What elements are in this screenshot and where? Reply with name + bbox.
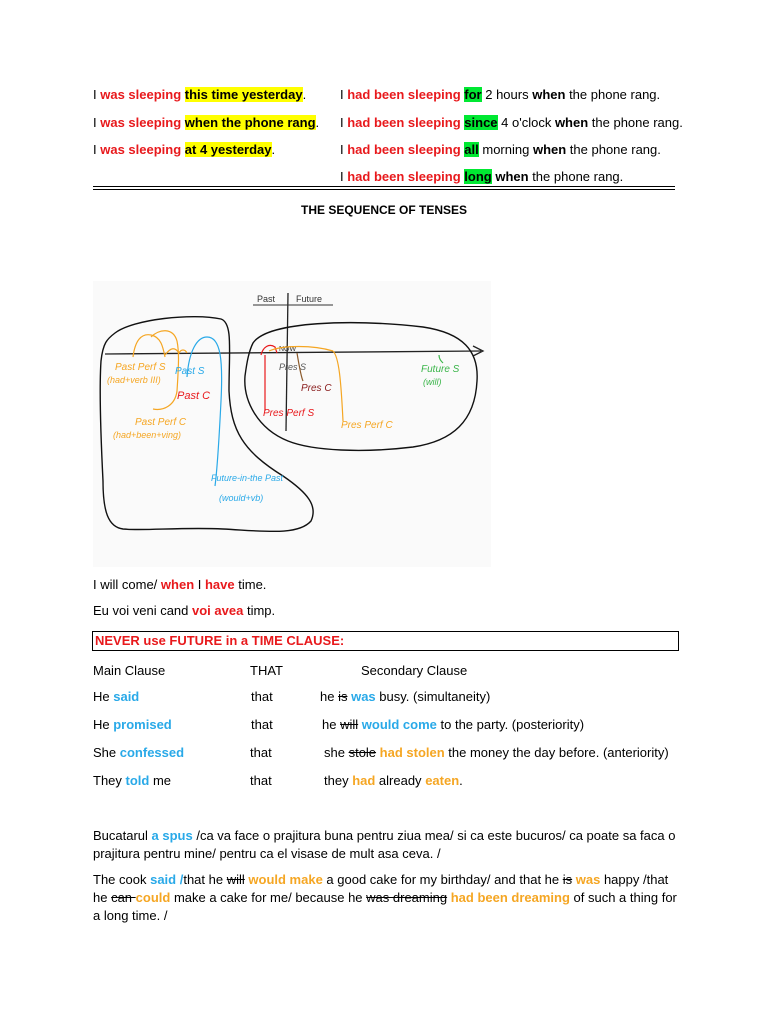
when-word: when (554, 115, 589, 130)
subject: I (93, 115, 101, 130)
verb-past-perfect-continuous: had been sleeping (347, 169, 461, 184)
secondary-clause-1 (320, 688, 490, 706)
past-perf-c-label: Past Perf C (135, 417, 187, 428)
text: . (459, 773, 463, 788)
period: . (315, 115, 320, 130)
text: /ca va face o prajitura buna pentru ziua mea/ si ca este bucuros/ ca poate sa faca o prajitura pentru mine/ pentru ca el visase de mult asa ceva. / (93, 828, 676, 861)
present-perfect-arc (261, 345, 277, 355)
old-tense: is (338, 689, 348, 704)
duration-marker: for (464, 87, 482, 102)
now-label: NOW (279, 346, 297, 353)
subject: she (324, 745, 349, 760)
time-marker: when the phone rang (184, 115, 316, 130)
text: the phone rang. (588, 115, 683, 130)
future-in-past-label: Future-in-the Past (211, 473, 284, 483)
period: . (271, 142, 276, 157)
past-perf-s-label: Past Perf S (115, 362, 166, 373)
pres-c-label: Pres C (301, 383, 332, 394)
had-been-label: (had+been+ving) (113, 430, 182, 440)
when-word: when (532, 142, 567, 157)
secondary-clause-3 (324, 744, 669, 762)
text: of such a thing for a long time. / (93, 890, 677, 923)
text: busy. (simultaneity) (375, 689, 491, 704)
subject: I (340, 142, 348, 157)
duration-marker: all (464, 142, 479, 157)
will-label: (will) (423, 377, 442, 387)
new-tense: was (351, 689, 376, 704)
old-tense: is (562, 872, 573, 887)
verb-past-perfect-continuous: had been sleeping (347, 87, 461, 102)
old-tense: stole (348, 745, 377, 760)
text: the phone rang. (565, 87, 661, 102)
new-tense: had been dreaming (450, 890, 570, 905)
english-paragraph (93, 871, 683, 925)
when-word: when (532, 87, 566, 102)
rule-box (92, 631, 679, 651)
secondary-clause-header: Secondary Clause (361, 663, 468, 678)
that-4: that (250, 773, 272, 788)
secondary-clause-2 (322, 716, 584, 734)
duration-marker: long (464, 169, 492, 184)
text: Eu voi veni cand (93, 603, 193, 618)
text: I will come/ (93, 577, 161, 592)
that-1: that (251, 689, 273, 704)
verb-have: have (204, 577, 235, 592)
subject: I (340, 169, 348, 184)
reporting-verb: said / (150, 872, 184, 887)
subject: They (93, 773, 126, 788)
new-tense: would come (361, 717, 437, 732)
subject: I (340, 115, 348, 130)
rule-text: NEVER use FUTURE in a TIME CLAUSE: (95, 633, 345, 648)
period: . (302, 87, 307, 102)
main-clause-2 (93, 716, 172, 734)
past-header: Past (257, 294, 276, 304)
text: the phone rang. (528, 169, 624, 184)
past-continuous-example-3 (93, 141, 275, 159)
section-divider-top (93, 186, 675, 187)
that-3: that (250, 745, 272, 760)
text: make a cake for me/ because he (170, 890, 367, 905)
past-continuous-example-1 (93, 86, 306, 104)
main-clause-header: Main Clause (93, 663, 166, 678)
text: morning (478, 142, 533, 157)
when-word: when (160, 577, 195, 592)
text: The cook (93, 872, 151, 887)
subject: He (93, 717, 114, 732)
main-clause-3 (93, 744, 184, 762)
past-continuous-example-2 (93, 114, 319, 132)
old-tense: will (340, 717, 359, 732)
reporting-verb: promised (113, 717, 172, 732)
reporting-verb: told (125, 773, 150, 788)
past-perfect-continuous-example-2 (340, 114, 683, 132)
main-clause-1 (93, 688, 139, 706)
participle: eaten (425, 773, 460, 788)
text: time. (234, 577, 267, 592)
new-tense: had stolen (379, 745, 445, 760)
verb-past-continuous: was sleeping (100, 87, 182, 102)
text: I (194, 577, 205, 592)
present-perfect-continuous-line (333, 351, 343, 421)
text: the phone rang. (566, 142, 661, 157)
text: 2 hours (481, 87, 533, 102)
subject: I (340, 87, 348, 102)
new-tense: was (575, 872, 601, 887)
subject: I (93, 142, 101, 157)
main-clause-4 (93, 772, 171, 790)
duration-marker: since (464, 115, 498, 130)
text: 4 o'clock (497, 115, 555, 130)
text: the money the day before. (anteriority) (444, 745, 669, 760)
subject: I (93, 87, 101, 102)
when-word: when (495, 169, 529, 184)
text: to the party. (posteriority) (436, 717, 585, 732)
subject: they (324, 773, 353, 788)
subject: He (93, 689, 114, 704)
subject: he (322, 717, 341, 732)
subject: he (320, 689, 339, 704)
pres-perf-s-label: Pres Perf S (263, 408, 315, 419)
verb-past-continuous: was sleeping (100, 115, 182, 130)
past-s-label: Past S (175, 366, 205, 377)
text: Bucatarul (93, 828, 152, 843)
past-perfect-continuous-example-1 (340, 86, 660, 104)
verb-past-continuous: was sleeping (100, 142, 182, 157)
future-header: Future (296, 294, 323, 304)
had-verb-label: (had+verb III) (107, 375, 161, 385)
reporting-verb: said (113, 689, 140, 704)
present-region-outline (245, 323, 477, 451)
reporting-verb: a spus (151, 828, 197, 843)
future-in-past-arc (187, 337, 222, 486)
new-tense: would make (244, 872, 323, 887)
timeline-sketch (93, 281, 491, 567)
future-tick (439, 355, 443, 363)
new-tense: could (135, 890, 171, 905)
example-when-clause-en (93, 576, 266, 594)
verb-voi-avea: voi avea (192, 603, 244, 618)
text: timp. (243, 603, 276, 618)
that-2: that (251, 717, 273, 732)
verb-past-perfect-continuous: had been sleeping (347, 115, 461, 130)
verb-past-perfect-continuous: had been sleeping (347, 142, 461, 157)
example-when-clause-ro (93, 602, 275, 620)
that-header: THAT (250, 663, 283, 678)
page-title: THE SEQUENCE OF TENSES (300, 203, 468, 217)
time-marker: this time yesterday (184, 87, 303, 102)
reporting-verb: confessed (119, 745, 185, 760)
time-marker: at 4 yesterday (184, 142, 272, 157)
secondary-clause-4 (324, 772, 463, 790)
text: that he (183, 872, 227, 887)
new-tense: had (352, 773, 376, 788)
adverb: already (375, 773, 426, 788)
past-perfect-continuous-example-4 (340, 168, 623, 186)
past-c-label: Past C (177, 390, 211, 402)
past-perfect-continuous-example-3 (340, 141, 661, 159)
tenses-timeline-diagram (93, 281, 491, 567)
text: a good cake for my birthday/ and that he (322, 872, 563, 887)
object: me (149, 773, 172, 788)
old-tense: can (111, 890, 136, 905)
pres-perf-c-label: Pres Perf C (341, 420, 393, 431)
would-verb-label: (would+vb) (219, 493, 264, 503)
pres-s-label: Pres S (279, 362, 307, 372)
section-divider-bottom (93, 189, 675, 190)
future-s-label: Future S (421, 364, 460, 375)
romanian-paragraph (93, 827, 683, 863)
text: happy /that he (93, 872, 669, 905)
subject: She (93, 745, 120, 760)
old-tense: will (226, 872, 245, 887)
old-tense: was dreaming (366, 890, 448, 905)
